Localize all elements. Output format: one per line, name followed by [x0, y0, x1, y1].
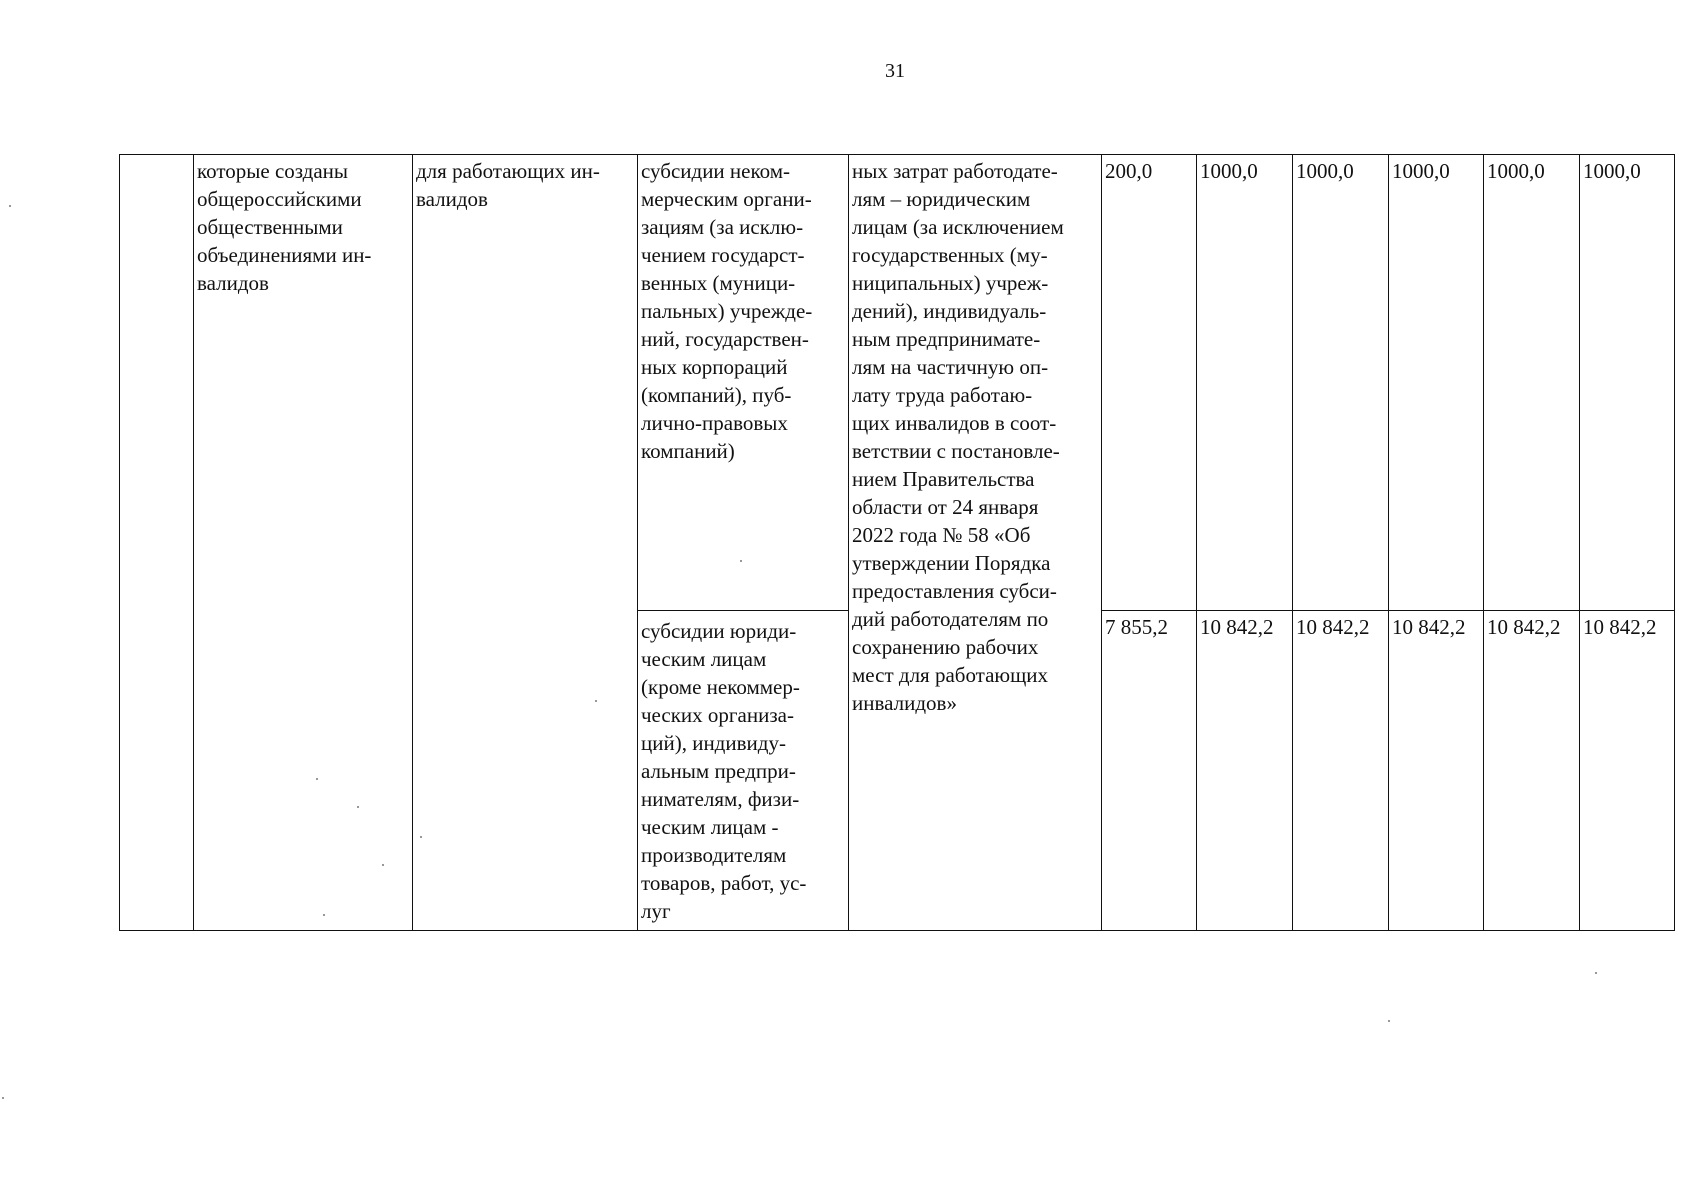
- purpose-text: для работающих ин- валидов: [416, 159, 600, 211]
- value-cell: 7 855,2: [1102, 611, 1197, 931]
- scan-speck: [740, 560, 742, 562]
- value-cell: 1000,0: [1580, 155, 1675, 611]
- description-text: ных затрат работодате- лям – юридическим лицам (за исключением государственных (му- ниципальных) учреж- дений), индивидуаль- ным предпринимате- лям на частичную оп- лату труда работаю- щих инвалидов в соот- ветствии с постановле- нием Правительства области от 24 января 2022 года № 58 «Об утверждении Порядка предоставления субси- дий работодателям по сохранению рабочих мест для работающих инвалидов»: [852, 159, 1064, 715]
- page-number: 31: [885, 60, 905, 82]
- purpose-cell: [413, 155, 638, 931]
- scan-speck: [1388, 1020, 1390, 1022]
- value-cell: 1000,0: [1484, 155, 1580, 611]
- recipient-ncos-cell: [638, 155, 849, 611]
- value-cell: 10 842,2: [1293, 611, 1389, 931]
- scan-speck: [420, 836, 422, 838]
- value-cell: 10 842,2: [1389, 611, 1484, 931]
- value-cell: 200,0: [1102, 155, 1197, 611]
- scan-speck: [1595, 972, 1597, 974]
- value-cell: 1000,0: [1293, 155, 1389, 611]
- scan-speck: [2, 1097, 4, 1099]
- value-cell: 10 842,2: [1580, 611, 1675, 931]
- row-number-cell: [120, 155, 194, 931]
- scan-speck: [9, 205, 11, 207]
- recipient-legal-cell: [638, 611, 849, 931]
- value-cell: 1000,0: [1197, 155, 1293, 611]
- budget-table: [119, 154, 1675, 931]
- recipient-ncos-text: субсидии неком- мерческим органи- зациям (за исклю- чением государст- венных (муници- пальных) учрежде- ний, государствен- ных корпораций (компаний), пуб- лично-правовых компаний): [641, 159, 813, 463]
- org-type-text: которые созданы общероссийскими общественными объединениями ин- валидов: [197, 159, 372, 295]
- scan-speck: [595, 700, 597, 702]
- value-cell: 1000,0: [1389, 155, 1484, 611]
- description-cell: [849, 155, 1102, 931]
- value-cell: 10 842,2: [1484, 611, 1580, 931]
- value-cell: 10 842,2: [1197, 611, 1293, 931]
- scan-speck: [323, 914, 325, 916]
- scan-speck: [316, 778, 318, 780]
- recipient-legal-text: субсидии юриди- ческим лицам (кроме некоммер- ческих организа- ций), индивиду- альным предпри- нимателям, физи- ческим лицам - производителям товаров, работ, ус- луг: [641, 619, 807, 923]
- org-type-cell: [194, 155, 413, 931]
- scan-speck: [382, 864, 384, 866]
- scan-speck: [357, 806, 359, 808]
- table-row: [120, 155, 1675, 611]
